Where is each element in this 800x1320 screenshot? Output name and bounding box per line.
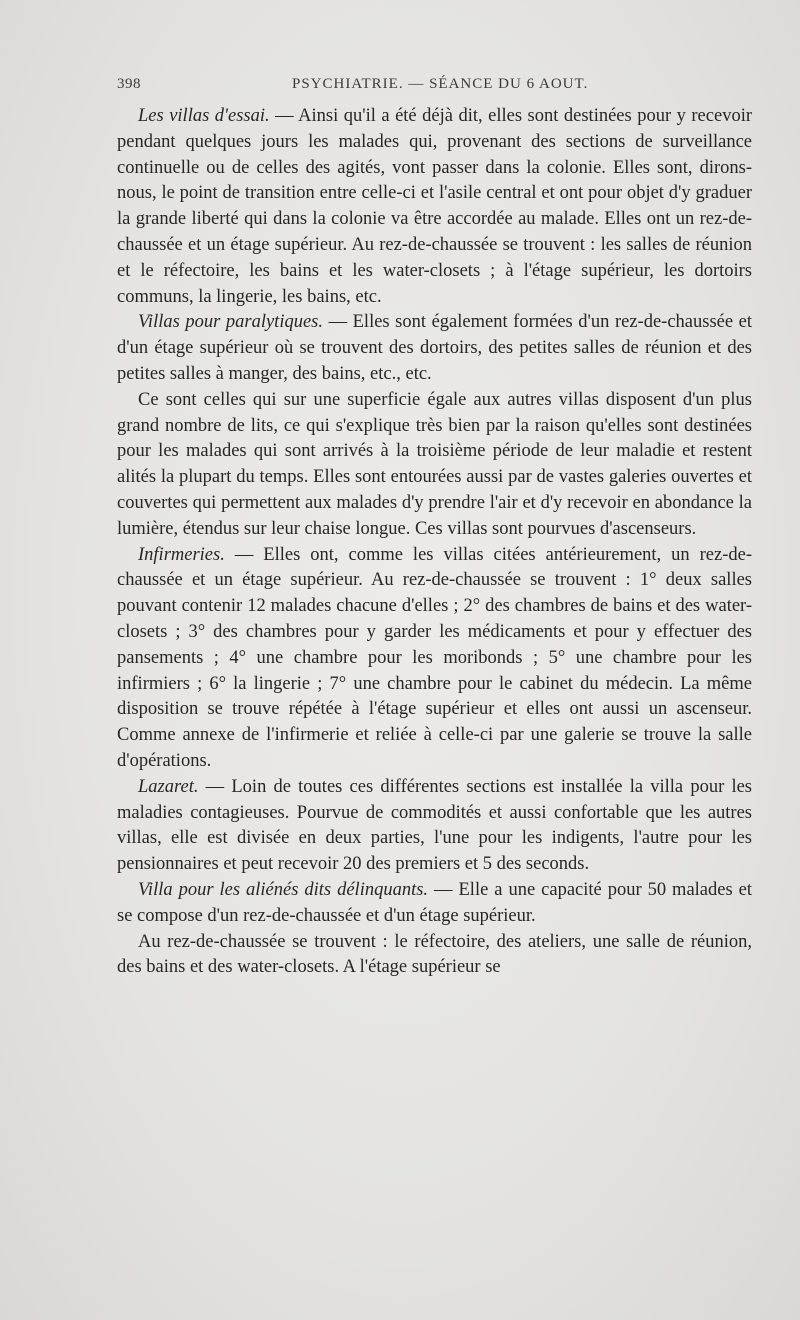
section-heading: Infirmeries. (138, 544, 225, 565)
body-text (117, 104, 752, 981)
paragraph-rez-de-chaussee (117, 930, 752, 982)
paragraph-text: — Ainsi qu'il a été déjà dit, elles sont destinées pour y recevoir pendant quelques jours les malades qui, provenant des sections de surveillance continuelle ou de celles des agités, vont passer dans la colonie. Elles sont, dirons-nous, le point de transition entre celle-ci et l'asile central et ont pour objet d'y graduer la grande liberté qui dans la colonie va être accordée au malade. Elles ont un rez-de-chaussée et un étage supérieur. Au rez-de-chaussée se trouvent : les salles de réunion et le réfectoire, les bains et les water-closets ; à l'étage supérieur, les dortoirs communs, la lingerie, les bains, etc. (117, 106, 752, 307)
paragraph-text: Ce sont celles qui sur une superficie égale aux autres villas disposent d'un plus grand nombre de lits, ce qui s'explique très bien par la raison qu'elles sont destinées pour les malades qui sont arrivés à la troisième période de leur maladie et restent alités la plupart du temps. Elles sont entourées aussi par de vastes galeries ouvertes et couvertes qui permettent aux malades d'y prendre l'air et d'y recevoir en abondance la lumière, étendus sur leur chaise longue. Ces villas sont pourvues d'ascenseurs. (117, 389, 752, 539)
paragraph-villas-essai (117, 104, 752, 310)
paragraph-text: — Elles sont également formées d'un rez-de-chaussée et d'un étage supérieur où se trouvent des dortoirs, des petites salles de réunion et des petites salles à manger, des bains, etc., etc. (117, 312, 752, 384)
paragraph-villas-paralytiques (117, 310, 752, 387)
paragraph-villa-delinquants (117, 878, 752, 930)
paragraph-lazaret (117, 775, 752, 878)
section-heading: Villa pour les aliénés dits délinquants. (138, 879, 429, 900)
page-number: 398 (117, 76, 141, 92)
paragraph-text: — Elles ont, comme les villas citées antérieurement, un rez-de-chaussée et un étage supérieur. Au rez-de-chaussée se trouvent : 1° deux salles pouvant contenir 12 malades chacune d'elles ; 2° des chambres de bains et des water-closets ; 3° des chambres pour y garder les médicaments et pour y effectuer des pansements ; 4° une chambre pour les moribonds ; 5° une chambre pour les infirmiers ; 6° la lingerie ; 7° une chambre pour le cabinet du médecin. La même disposition se trouve répétée à l'étage supérieur et elles ont aussi un ascenseur. Comme annexe de l'infirmerie et reliée à celle-ci par une galerie se trouve la salle d'opérations. (117, 544, 752, 771)
section-heading: Les villas d'essai. (138, 106, 270, 126)
running-head (117, 76, 752, 96)
running-title: PSYCHIATRIE. — SÉANCE DU 6 AOUT. (292, 76, 589, 92)
paragraph-text: — Elle a une capacité pour 50 malades et se compose d'un rez-de-chaussée et d'un étage supérieur. (117, 879, 752, 926)
section-heading: Villas pour paralytiques. (138, 312, 323, 333)
paragraph-text: — Loin de toutes ces différentes sections est installée la villa pour les maladies contagieuses. Pourvue de commodités et aussi confortable que les autres villas, elle est divisée en deux parties, l'une pour les indigents, l'autre pour les pensionnaires et peut recevoir 20 des premiers et 5 des seconds. (117, 776, 752, 875)
paragraph-text: Au rez-de-chaussée se trouvent : le réfectoire, des ateliers, une salle de réunion, des bains et des water-closets. A l'étage supérieur se (117, 931, 752, 978)
paragraph-villas-detail (117, 388, 752, 543)
section-heading: Lazaret. (138, 776, 199, 797)
paragraph-infirmeries (117, 543, 752, 775)
